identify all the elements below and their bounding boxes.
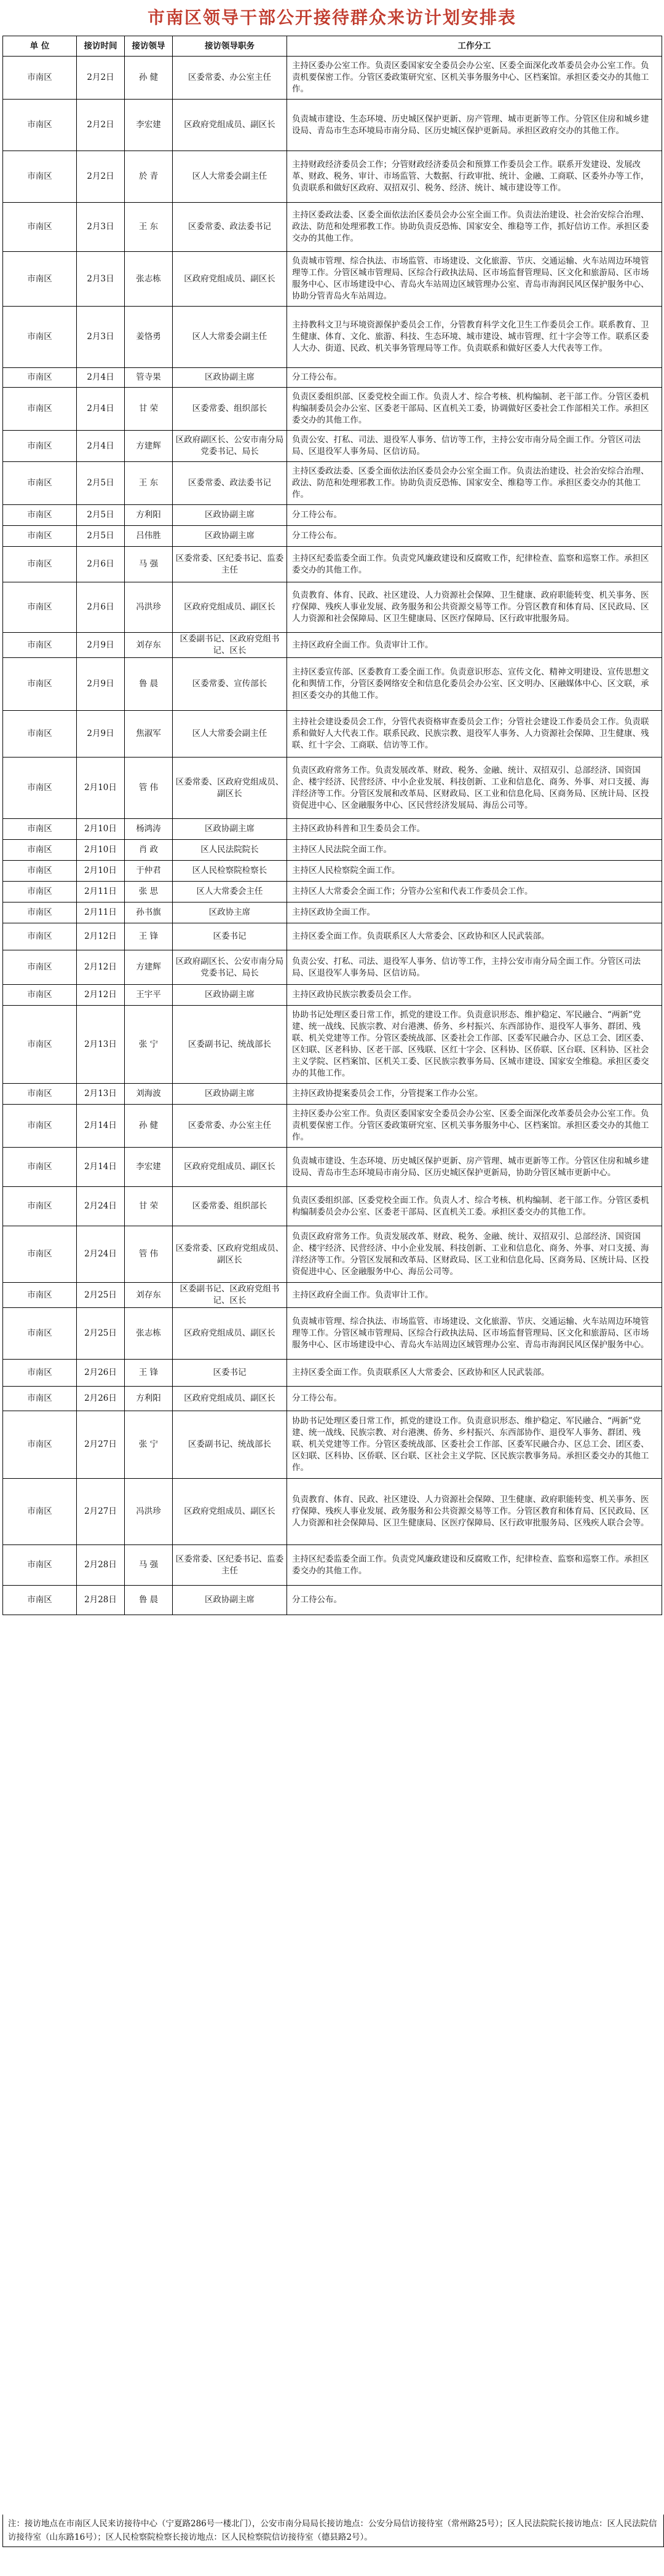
row-date: 2月2日: [77, 57, 125, 100]
row-duties: 主持区政协民族宗教委员会工作。: [287, 985, 662, 1006]
table-row: [3, 711, 662, 758]
table-row: [3, 758, 662, 819]
row-position: 区政府党组成员、副区长: [173, 582, 287, 633]
table-row: [3, 57, 662, 100]
table-header-row: [3, 36, 662, 57]
row-position: 区政府副区长、公安市南分局党委书记、局长: [173, 431, 287, 462]
row-leader: 刘海波: [125, 1084, 173, 1105]
row-duties: 主持区政协提案委员会工作，分管提案工作办公室。: [287, 1084, 662, 1105]
row-date: 2月3日: [77, 307, 125, 368]
row-unit: 市南区: [3, 1084, 77, 1105]
table-row: [3, 431, 662, 462]
row-unit: 市南区: [3, 582, 77, 633]
row-unit: 市南区: [3, 462, 77, 505]
row-leader: 马 强: [125, 1545, 173, 1586]
row-unit: 市南区: [3, 902, 77, 923]
row-position: 区委副书记、统战部长: [173, 1006, 287, 1084]
row-unit: 市南区: [3, 388, 77, 431]
row-leader: 杨鸿涛: [125, 819, 173, 840]
row-unit: 市南区: [3, 1283, 77, 1308]
table-row: [3, 1226, 662, 1283]
row-duties: 主持区委宣传部、区委教育工委全面工作。负责意识形态、宣传文化、精神文明建设、宣传思想文化和舆情工作，分管区委网络安全和信息化委员会办公室、区文明办、区融媒体中心、区文联，承担区委交办的其他工作。: [287, 658, 662, 711]
row-leader: 肖 政: [125, 840, 173, 861]
row-unit: 市南区: [3, 840, 77, 861]
row-leader: 刘存东: [125, 633, 173, 658]
row-position: 区委常委、区纪委书记、监委主任: [173, 1545, 287, 1586]
row-date: 2月14日: [77, 1148, 125, 1187]
row-date: 2月27日: [77, 1479, 125, 1545]
row-duties: 负责区委组织部、区委党校全面工作。负责人才、综合考核、机构编制、老干部工作。分管区委机构编制委员会办公室、区委老干部局、区直机关工委。承担区委交办的其他工作。: [287, 1187, 662, 1226]
table-row: [3, 1084, 662, 1105]
row-position: 区政协副主席: [173, 985, 287, 1006]
row-duties: 主持区政协全面工作。: [287, 902, 662, 923]
row-duties: 主持社会建设委员会工作，分管代表资格审查委员会工作；分管社会建设工作委员会工作。负责联系和做好人大代表工作。联系民政、民族宗教、退役军人事务、人力资源社会保障、卫生健康、残联、红十字会、工商联、信访等工作。: [287, 711, 662, 758]
row-leader: 张 宁: [125, 1411, 173, 1479]
row-unit: 市南区: [3, 1545, 77, 1586]
row-position: 区政协副主席: [173, 526, 287, 547]
row-position: 区政府党组成员、副区长: [173, 1308, 287, 1360]
row-date: 2月6日: [77, 582, 125, 633]
row-unit: 市南区: [3, 1006, 77, 1084]
row-unit: 市南区: [3, 923, 77, 950]
row-date: 2月12日: [77, 950, 125, 985]
row-duties: 协助书记处理区委日常工作，抓党的建设工作。负责意识形态、维护稳定、军民融合、“两新”党建、统一战线、民族宗教、对台港澳、侨务、乡村振兴、东西部协作、退役军人事务、群团、残联、机关党建等工作。分管区委统战部、区委社会工作部、区委军民融合办、区总工会、团区委、区妇联、区科协、区侨联、区台联、区社会主义学院、区民族宗教事务局。承担区委交办的其他工作。: [287, 1411, 662, 1479]
row-unit: 市南区: [3, 819, 77, 840]
row-leader: 鲁 晨: [125, 1586, 173, 1615]
row-leader: 吕伟胜: [125, 526, 173, 547]
row-duties: 主持区人大常委会全面工作；分管办公室和代表工作委员会工作。: [287, 882, 662, 902]
row-date: 2月5日: [77, 462, 125, 505]
row-position: 区委副书记、统战部长: [173, 1411, 287, 1479]
row-position: 区人大常委会副主任: [173, 711, 287, 758]
row-position: 区委副书记、区政府党组书记、区长: [173, 633, 287, 658]
row-unit: 市南区: [3, 203, 77, 252]
row-unit: 市南区: [3, 1479, 77, 1545]
row-date: 2月28日: [77, 1586, 125, 1615]
row-duties: 主持教科文卫与环境资源保护委员会工作，分管教育科学文化卫生工作委员会工作。联系教育、卫生健康、体育、文化、旅游、科技、生态环境、城市建设、城市管理、红十字会等工作。联系区委人大办、街道、民政、机关事务管理局等工作。负责联系和做好区委人大代表等工作。: [287, 307, 662, 368]
row-leader: 张志栋: [125, 1308, 173, 1360]
table-row: [3, 658, 662, 711]
table-row: [3, 882, 662, 902]
table-row: [3, 1283, 662, 1308]
row-unit: 市南区: [3, 252, 77, 307]
row-position: 区政协副主席: [173, 505, 287, 526]
row-unit: 市南区: [3, 985, 77, 1006]
row-unit: 市南区: [3, 1586, 77, 1615]
row-duties: 主持区纪委监委全面工作。负责党风廉政建设和反腐败工作，纪律检查、监察和巡察工作。承担区委交办的其他工作。: [287, 547, 662, 582]
row-date: 2月4日: [77, 431, 125, 462]
table-row: [3, 1006, 662, 1084]
row-unit: 市南区: [3, 151, 77, 203]
row-date: 2月13日: [77, 1084, 125, 1105]
row-leader: 刘存东: [125, 1283, 173, 1308]
row-duties: 主持区委办公室工作。负责区委国家安全委员会办公室、区委全面深化改革委员会办公室工作。负责机要保密工作。分管区委政策研究室、区机关事务服务中心、区档案馆。承担区委交办的其他工作。: [287, 57, 662, 100]
row-date: 2月28日: [77, 1545, 125, 1586]
row-date: 2月12日: [77, 985, 125, 1006]
row-leader: 鲁 晨: [125, 658, 173, 711]
header-duties: 工作分工: [287, 36, 662, 57]
row-date: 2月11日: [77, 882, 125, 902]
row-duties: 负责教育、体育、民政、社区建设、人力资源社会保障、卫生健康、政府职能转变、机关事务、医疗保障、残疾人事业发展、政务服务和公共资源交易等工作。分管区教育和体育局、区民政局、区人力资源和社会保障局、区卫生健康局、区医疗保障局、区行政审批服务局、区残疾人联合会等。: [287, 1479, 662, 1545]
row-date: 2月24日: [77, 1226, 125, 1283]
row-date: 2月9日: [77, 711, 125, 758]
row-duties: 主持区委全面工作。负责联系区人大常委会、区政协和区人民武装部。: [287, 923, 662, 950]
row-leader: 冯洪珍: [125, 1479, 173, 1545]
row-date: 2月3日: [77, 252, 125, 307]
row-date: 2月6日: [77, 547, 125, 582]
row-position: 区政府党组成员、副区长: [173, 1387, 287, 1411]
row-leader: 张志栋: [125, 252, 173, 307]
row-duties: 主持区委办公室工作。负责区委国家安全委员会办公室、区委全面深化改革委员会办公室工作。负责机要保密工作。分管区委政策研究室、区机关事务服务中心、区档案馆。承担区委交办的其他工作。: [287, 1105, 662, 1148]
row-leader: 於 青: [125, 151, 173, 203]
row-leader: 管寺果: [125, 368, 173, 388]
table-row: [3, 633, 662, 658]
row-position: 区委常委、组织部长: [173, 1187, 287, 1226]
row-duties: 负责城市管理、综合执法、市场监管、市场建设、文化旅游、节庆、交通运输、火车站周边环境管理等工作。分管区城市管理局、区综合行政执法局、区市场监督管理局、区文化和旅游局、区市场服务中心、区市场建设中心、青岛火车站周边区域管理办公室、青岛市海润民风区保护服务中心、协助分管青岛火车站周边。: [287, 252, 662, 307]
row-leader: 王 锋: [125, 1360, 173, 1387]
row-leader: 马 强: [125, 547, 173, 582]
row-unit: 市南区: [3, 431, 77, 462]
row-duties: 分工待公布。: [287, 505, 662, 526]
schedule-table: [2, 36, 662, 1615]
row-unit: 市南区: [3, 658, 77, 711]
row-position: 区委常委、办公室主任: [173, 1105, 287, 1148]
table-row: [3, 950, 662, 985]
table-row: [3, 388, 662, 431]
table-row: [3, 1387, 662, 1411]
row-unit: 市南区: [3, 1411, 77, 1479]
table-row: [3, 307, 662, 368]
row-leader: 王宇平: [125, 985, 173, 1006]
row-position: 区政府党组成员、副区长: [173, 1479, 287, 1545]
row-date: 2月26日: [77, 1360, 125, 1387]
row-date: 2月3日: [77, 203, 125, 252]
row-unit: 市南区: [3, 526, 77, 547]
row-duties: 主持区人民检察院全面工作。: [287, 861, 662, 882]
row-position: 区政协主席: [173, 902, 287, 923]
row-position: 区政协副主席: [173, 819, 287, 840]
row-date: 2月25日: [77, 1283, 125, 1308]
header-leader: 接访领导: [125, 36, 173, 57]
row-unit: 市南区: [3, 882, 77, 902]
row-unit: 市南区: [3, 633, 77, 658]
table-row: [3, 861, 662, 882]
row-unit: 市南区: [3, 1105, 77, 1148]
row-position: 区委常委、政法委书记: [173, 462, 287, 505]
header-unit: 单 位: [3, 36, 77, 57]
row-position: 区委常委、区纪委书记、监委主任: [173, 547, 287, 582]
table-row: [3, 462, 662, 505]
row-leader: 孙 健: [125, 57, 173, 100]
row-leader: 甘 荣: [125, 1187, 173, 1226]
row-leader: 孙 健: [125, 1105, 173, 1148]
row-duties: 主持区纪委监委全面工作。负责党风廉政建设和反腐败工作，纪律检查、监察和巡察工作。承担区委交办的其他工作。: [287, 1545, 662, 1586]
row-leader: 方利阳: [125, 1387, 173, 1411]
table-row: [3, 368, 662, 388]
row-duties: 负责城市建设、生态环境、历史城区保护更新、房产管理、城市更新等工作。分管区住房和城乡建设局、青岛市生态环境局市南分局、区历史城区保护更新局，协助分管区城市更新中心。: [287, 1148, 662, 1187]
row-leader: 方利阳: [125, 505, 173, 526]
row-date: 2月27日: [77, 1411, 125, 1479]
row-unit: 市南区: [3, 1360, 77, 1387]
table-row: [3, 985, 662, 1006]
row-position: 区政协副主席: [173, 1586, 287, 1615]
table-row: [3, 582, 662, 633]
row-position: 区人民检察院检察长: [173, 861, 287, 882]
table-row: [3, 1187, 662, 1226]
row-position: 区委常委、办公室主任: [173, 57, 287, 100]
table-row: [3, 902, 662, 923]
table-row: [3, 505, 662, 526]
row-position: 区政府党组成员、副区长: [173, 100, 287, 151]
table-row: [3, 923, 662, 950]
row-unit: 市南区: [3, 758, 77, 819]
row-unit: 市南区: [3, 1226, 77, 1283]
row-duties: 分工待公布。: [287, 1387, 662, 1411]
row-position: 区政府党组成员、副区长: [173, 1148, 287, 1187]
table-row: [3, 1148, 662, 1187]
row-date: 2月10日: [77, 758, 125, 819]
row-unit: 市南区: [3, 368, 77, 388]
row-duties: 主持区政协科普和卫生委员会工作。: [287, 819, 662, 840]
table-row: [3, 1105, 662, 1148]
row-unit: 市南区: [3, 307, 77, 368]
row-leader: 甘 荣: [125, 388, 173, 431]
table-row: [3, 151, 662, 203]
row-date: 2月10日: [77, 840, 125, 861]
row-date: 2月2日: [77, 151, 125, 203]
page-title: 市南区领导干部公开接待群众来访计划安排表: [147, 7, 516, 28]
row-duties: 主持区委政法委、区委全面依法治区委员会办公室全面工作。负责法治建设、社会治安综合治理、政法、防范和处理邪教工作。协助负责反恐怖、国家安全、维稳等工作，抓好信访工作。承担区委交办的其他工作。: [287, 203, 662, 252]
row-leader: 管 伟: [125, 1226, 173, 1283]
table-row: [3, 1411, 662, 1479]
row-leader: 方建辉: [125, 950, 173, 985]
table-row: [3, 840, 662, 861]
row-unit: 市南区: [3, 57, 77, 100]
row-date: 2月10日: [77, 861, 125, 882]
table-row: [3, 526, 662, 547]
row-date: 2月11日: [77, 902, 125, 923]
row-position: 区政协副主席: [173, 1084, 287, 1105]
row-duties: 协助书记处理区委日常工作，抓党的建设工作。负责意识形态、维护稳定、军民融合、“两新”党建、统一战线、民族宗教、对台港澳、侨务、乡村振兴、东西部协作、退役军人事务、群团、残联、机关党建等工作。分管区委统战部、区委社会工作部、区委军民融合办、区总工会、团区委、区妇联、区老科协、区老干部、区残联、区红十字会、区科协、区侨联、区台联、区科协、区社会主义学院、区档案馆、区机关工委、区民族宗教事务局、区城市建设、国家安全维稳。承担区委交办的其他工作。: [287, 1006, 662, 1084]
row-duties: 主持区委全面工作。负责联系区人大常委会、区政协和区人民武装部。: [287, 1360, 662, 1387]
row-leader: 于仲君: [125, 861, 173, 882]
row-position: 区人大常委会副主任: [173, 151, 287, 203]
row-leader: 焦淑军: [125, 711, 173, 758]
row-leader: 王 锋: [125, 923, 173, 950]
row-unit: 市南区: [3, 950, 77, 985]
row-duties: 负责区政府常务工作。负责发展改革、财政、税务、金融、统计、双招双引、总部经济、国资国企、楼宇经济、民营经济、中小企业发展、科技创新、工业和信息化、商务、外事、对口支援、海洋经济等工作。分管区发展和改革局、区财政局、区工业和信息化局、区商务局、区统计局、区投资促进中心、区金融服务中心、区民营经济发展局、海岳公司等。: [287, 758, 662, 819]
table-row: [3, 1308, 662, 1360]
row-position: 区人大常委会副主任: [173, 307, 287, 368]
row-unit: 市南区: [3, 100, 77, 151]
row-unit: 市南区: [3, 711, 77, 758]
row-date: 2月14日: [77, 1105, 125, 1148]
row-duties: 主持区政府全面工作。负责审计工作。: [287, 633, 662, 658]
row-position: 区委常委、政法委书记: [173, 203, 287, 252]
row-leader: 李宏建: [125, 1148, 173, 1187]
row-position: 区委书记: [173, 1360, 287, 1387]
row-date: 2月12日: [77, 923, 125, 950]
row-duties: 负责公安、打私、司法、退役军人事务、信访等工作，主持公安市南分局全面工作。分管区司法局、区退役军人事务局、区信访局。: [287, 431, 662, 462]
row-leader: 方建辉: [125, 431, 173, 462]
row-unit: 市南区: [3, 1387, 77, 1411]
row-date: 2月5日: [77, 505, 125, 526]
row-position: 区委常委、区政府党组成员、副区长: [173, 1226, 287, 1283]
row-date: 2月4日: [77, 368, 125, 388]
row-position: 区委常委、区政府党组成员、副区长: [173, 758, 287, 819]
row-leader: 张 宁: [125, 1006, 173, 1084]
row-position: 区委常委、组织部长: [173, 388, 287, 431]
row-duties: 负责城市建设、生态环境、历史城区保护更新、房产管理、城市更新等工作。分管区住房和城乡建设局、青岛市生态环境局市南分局、区历史城区保护更新局。承担区政府交办的其他工作。: [287, 100, 662, 151]
row-duties: 主持区政府全面工作。负责审计工作。: [287, 1283, 662, 1308]
row-leader: 张 思: [125, 882, 173, 902]
row-date: 2月9日: [77, 658, 125, 711]
row-leader: 王 东: [125, 203, 173, 252]
row-unit: 市南区: [3, 861, 77, 882]
row-position: 区人民法院院长: [173, 840, 287, 861]
row-duties: 分工待公布。: [287, 368, 662, 388]
row-position: 区政府党组成员、副区长: [173, 252, 287, 307]
table-row: [3, 100, 662, 151]
row-leader: 孙书旗: [125, 902, 173, 923]
table-row: [3, 252, 662, 307]
row-date: 2月5日: [77, 526, 125, 547]
row-duties: 负责城市管理、综合执法、市场监管、市场建设、文化旅游、节庆、交通运输、火车站周边环境管理等工作。分管区城市管理局、区综合行政执法局、区市场监督管理局、区文化和旅游局、区市场服务中心、区市场建设中心、青岛火车站周边区域管理办公室、青岛市海润民风区保护服务中心。: [287, 1308, 662, 1360]
row-unit: 市南区: [3, 1187, 77, 1226]
row-duties: 负责公安、打私、司法、退役军人事务、信访等工作，主持公安市南分局全面工作。分管区司法局、区退役军人事务局、区信访局。: [287, 950, 662, 985]
table-row: [3, 1360, 662, 1387]
row-duties: 负责区委组织部、区委党校全面工作。负责人才、综合考核、机构编制、老干部工作。分管区委机构编制委员会办公室、区委老干部局、区直机关工委，协调做好区委社会工作部相关工作。承担区委交办的其他工作。: [287, 388, 662, 431]
row-leader: 冯洪珍: [125, 582, 173, 633]
row-date: 2月10日: [77, 819, 125, 840]
row-leader: 王 东: [125, 462, 173, 505]
row-date: 2月2日: [77, 100, 125, 151]
row-date: 2月13日: [77, 1006, 125, 1084]
header-date: 接访时间: [77, 36, 125, 57]
row-duties: 分工待公布。: [287, 526, 662, 547]
row-leader: 管 伟: [125, 758, 173, 819]
row-unit: 市南区: [3, 505, 77, 526]
row-date: 2月25日: [77, 1308, 125, 1360]
row-duties: 主持财政经济委员会工作；分管财政经济委员会和预算工作委员会工作。联系开发建设、发展改革、财政、税务、审计、市场监管、大数据、行政审批、统计、金融、工商联、区委外办等工作，负责联系和做好区政府、双招双引、税务、经济、统计、城市建设等工作。: [287, 151, 662, 203]
row-position: 区人大常委会主任: [173, 882, 287, 902]
row-position: 区委副书记、区政府党组书记、区长: [173, 1283, 287, 1308]
row-date: 2月24日: [77, 1187, 125, 1226]
row-position: 区政协副主席: [173, 368, 287, 388]
row-leader: 姜恪勇: [125, 307, 173, 368]
row-unit: 市南区: [3, 1148, 77, 1187]
row-duties: 分工待公布。: [287, 1586, 662, 1615]
row-duties: 负责教育、体育、民政、社区建设、人力资源社会保障、卫生健康、政府职能转变、机关事务、医疗保障、残疾人事业发展、政务服务和公共资源交易等工作。分管区教育和体育局、区民政局、区人力资源和社会保障局、区卫生健康局、区医疗保障局、区行政审批服务局。: [287, 582, 662, 633]
table-row: [3, 1545, 662, 1586]
footnote: 注：接访地点在市南区人民来访接待中心（宁夏路286号一楼北门），公安市南分局局长接访地点：公安分局信访接待室（常州路25号）；区人民法院院长接访地点：区人民法院信访接待室（山东路16号）；区人民检察院检察长接访地点：区人民检察院信访接待室（德县路2号）。: [2, 2515, 664, 2547]
row-date: 2月9日: [77, 633, 125, 658]
row-unit: 市南区: [3, 547, 77, 582]
row-position: 区政府副区长、公安市南分局党委书记、局长: [173, 950, 287, 985]
row-position: 区委常委、宣传部长: [173, 658, 287, 711]
table-row: [3, 1479, 662, 1545]
table-row: [3, 547, 662, 582]
row-duties: 负责区政府常务工作。负责发展改革、财政、税务、金融、统计、双招双引、总部经济、国资国企、楼宇经济、民营经济、中小企业发展、科技创新、工业和信息化、商务、外事、对口支援、海洋经济等工作。分管区发展和改革局、区财政局、区工业和信息化局、区商务局、区统计局、区投资促进中心、区金融服务中心、海岳公司等。: [287, 1226, 662, 1283]
row-date: 2月26日: [77, 1387, 125, 1411]
row-duties: 主持区委政法委、区委全面依法治区委员会办公室全面工作。负责法治建设、社会治安综合治理、政法、防范和处理邪教工作。协助负责反恐怖、国家安全、维稳等工作。承担区委交办的其他工作。: [287, 462, 662, 505]
row-position: 区委书记: [173, 923, 287, 950]
row-unit: 市南区: [3, 1308, 77, 1360]
row-date: 2月4日: [77, 388, 125, 431]
table-row: [3, 203, 662, 252]
header-position: 接访领导职务: [173, 36, 287, 57]
row-leader: 李宏建: [125, 100, 173, 151]
table-row: [3, 1586, 662, 1615]
table-row: [3, 819, 662, 840]
row-duties: 主持区人民法院全面工作。: [287, 840, 662, 861]
